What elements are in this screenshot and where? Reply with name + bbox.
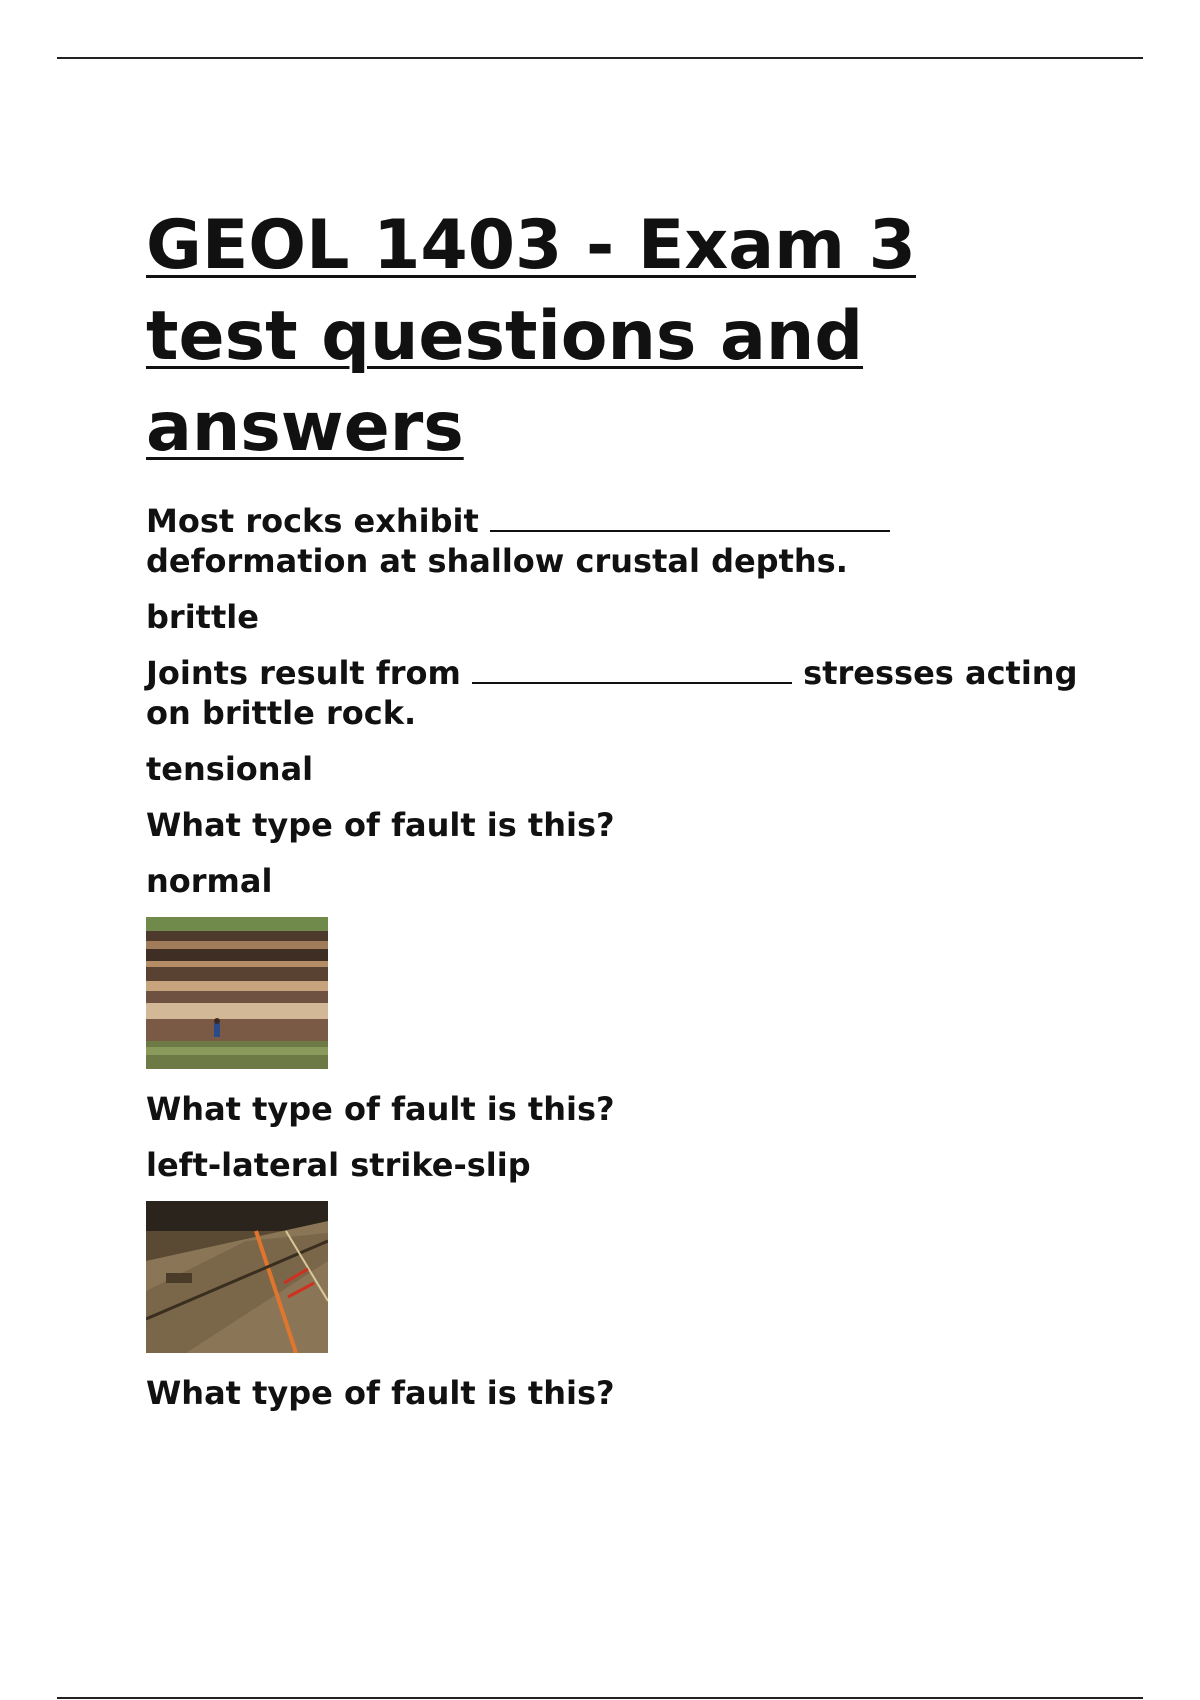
question-3: What type of fault is this?: [146, 806, 615, 844]
question-2-text-before: Joints result from: [146, 654, 473, 692]
question-1-text-after: deformation at shallow crustal depths.: [146, 502, 902, 580]
question-2: [146, 653, 1106, 733]
question-1: [146, 501, 1106, 581]
footer-rule: [57, 1697, 1143, 1699]
question-1-text-before: Most rocks exhibit: [146, 502, 490, 540]
normal-fault-photo: [146, 917, 328, 1069]
answer-blank: [472, 656, 792, 684]
answer-2: tensional: [146, 750, 314, 788]
answer-1: brittle: [146, 598, 259, 636]
strike-slip-fault-photo: [146, 1201, 328, 1353]
question-2-text-after: stresses acting on brittle rock.: [146, 654, 1089, 732]
answer-4: left-lateral strike-slip: [146, 1146, 531, 1184]
document-title: GEOL 1403 - Exam 3 test questions and answers: [146, 206, 916, 467]
question-5: What type of fault is this?: [146, 1374, 615, 1412]
answer-blank: [490, 504, 890, 532]
header-rule: [57, 57, 1143, 59]
answer-3: normal: [146, 862, 273, 900]
question-4: What type of fault is this?: [146, 1090, 615, 1128]
document-body: [146, 200, 1106, 1429]
